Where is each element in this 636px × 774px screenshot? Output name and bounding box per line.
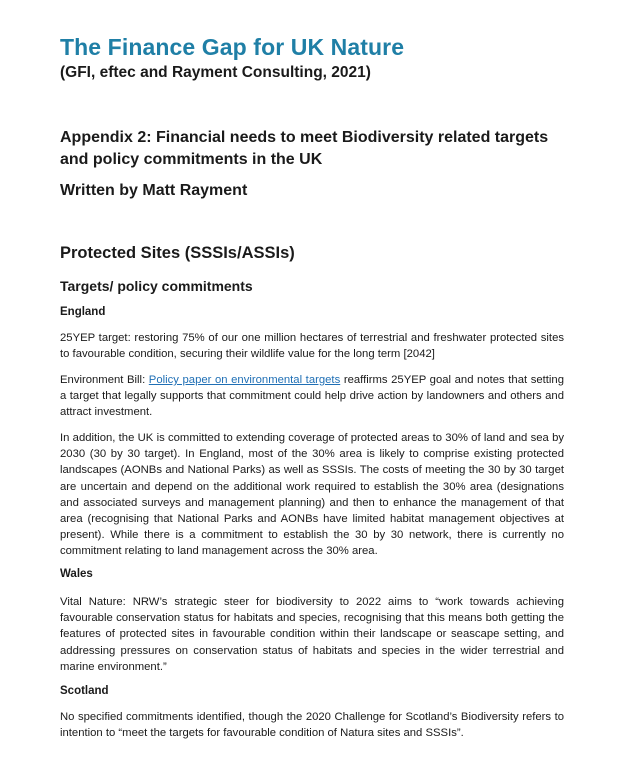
- england-paragraph-3: In addition, the UK is committed to extending coverage of protected areas to 30% of land and sea by 2030 (30 by 30 target). In England, most of the 30% area is likely to comprise existing protected landscapes (AONBs and National Parks) as well as SSSIs. The costs of meeting the 30 by 30 target are uncertain and depend on the additional work required to establish the 30% area (designations and associated surveys and management planning) and then to enhance the management of that area (recognising that National Parks and AONBs have limited habitat management objectives at present). While there is a commitment to establish the 30 by 30 network, there is currently no commitment relating to land management across the 30% area.: [60, 432, 564, 558]
- section-heading: Protected Sites (SSSIs/ASSIs): [60, 244, 295, 262]
- england-paragraph-2-suffix: reaffirms 25YEP goal and notes that setting a target that legally supports that commitment could help drive action by landowners and others and attract investment.: [60, 374, 564, 419]
- wales-heading: Wales: [60, 568, 93, 580]
- england-paragraph-2-prefix: Environment Bill:: [60, 374, 149, 386]
- section-subheading: Targets/ policy commitments: [60, 278, 253, 294]
- scotland-paragraph-1: No specified commitments identified, though the 2020 Challenge for Scotland’s Biodiversity refers to intention to “meet the targets for favourable condition of Natura sites and SSSIs”.: [60, 711, 564, 740]
- england-heading: England: [60, 306, 106, 318]
- england-paragraph-1: 25YEP target: restoring 75% of our one million hectares of terrestrial and freshwater protected sites to favourable condition, securing their wildlife value for the long term [2042]: [60, 332, 564, 361]
- author-line: Written by Matt Rayment: [60, 182, 248, 199]
- document-title: The Finance Gap for UK Nature: [60, 34, 405, 60]
- appendix-heading: Appendix 2: Financial needs to meet Biodiversity related targets and policy commitments in the UK: [60, 129, 549, 168]
- wales-paragraph-1: Vital Nature: NRW’s strategic steer for biodiversity to 2022 aims to “work towards achieving favourable conservation status for habitats and species, recognising that this means both getting the features of protected sites in favourable condition within their landscape or seascape setting, and addressing pressures on conservation status of habitats and species in the wider terrestrial and marine environment.”: [60, 596, 564, 673]
- policy-paper-link[interactable]: Policy paper on environmental targets: [148, 374, 341, 386]
- scotland-heading: Scotland: [60, 685, 109, 697]
- england-paragraph-2: [60, 372, 564, 421]
- document-subtitle: (GFI, eftec and Rayment Consulting, 2021): [60, 64, 371, 81]
